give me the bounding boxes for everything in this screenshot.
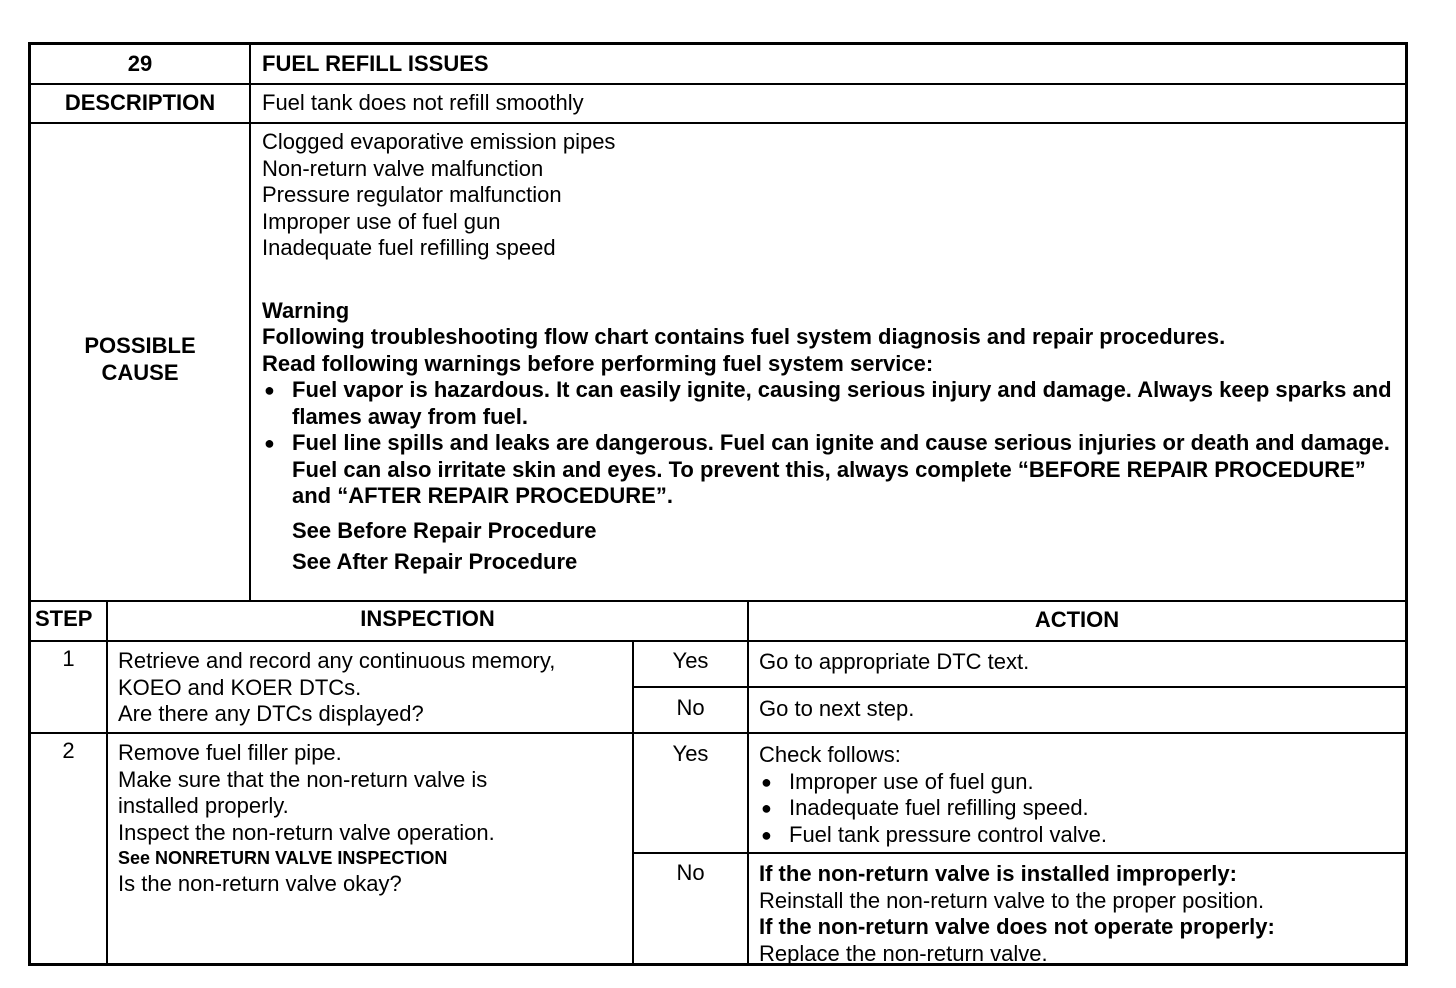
check-item: ● Fuel tank pressure control valve. xyxy=(759,822,1107,849)
col-action-header: ACTION xyxy=(1034,607,1120,632)
warning-bullet: ● Fuel vapor is hazardous. It can easily ignite, causing serious injury and damage. Always keep sparks and flames away from fuel. xyxy=(262,377,1397,430)
condition: If the non-return valve does not operate properly: xyxy=(759,914,1275,939)
procedure-links xyxy=(262,516,1397,578)
step-2-inspection: Remove fuel filler pipe. Make sure that the non-return valve is installed properly. Inspect the non-return valve operation. See NONRETURN VALVE INSPECTION Is the non-return valve okay? xyxy=(118,740,495,896)
cause-item: Clogged evaporative emission pipes xyxy=(262,129,616,154)
nonreturn-valve-inspection-link[interactable]: See NONRETURN VALVE INSPECTION xyxy=(118,848,448,868)
possible-cause-label: POSSIBLE CAUSE xyxy=(84,333,196,385)
warning-line: Read following warnings before performing fuel system service: xyxy=(262,350,934,376)
cause-item: Improper use of fuel gun xyxy=(262,208,501,234)
step-number: 2 xyxy=(62,738,75,763)
warning-bullet: ● Fuel line spills and leaks are dangerous. Fuel can ignite and cause serious injuries or death and damage. Fuel can also irritate skin and eyes. To prevent this, always complete “BEFORE REPAIR PROCEDURE” and “AFTER REPAIR PROCEDURE”. xyxy=(262,430,1397,510)
no-label: No xyxy=(676,860,705,885)
warning-bullets xyxy=(262,377,1397,510)
divider xyxy=(106,600,108,963)
cause-item: Inadequate fuel refilling speed xyxy=(262,235,556,260)
cause-item: Pressure regulator malfunction xyxy=(262,182,562,207)
after-repair-link[interactable]: See After Repair Procedure xyxy=(292,548,578,574)
divider xyxy=(31,600,1405,602)
step-2-yes-action: Check follows: ● Improper use of fuel gun. ● Inadequate fuel refilling speed. ● Fuel tank pressure control valve. xyxy=(759,742,1107,848)
troubleshooting-table xyxy=(28,42,1408,966)
cause-list xyxy=(262,129,1397,262)
possible-cause-content xyxy=(262,129,1397,578)
no-action: Go to next step. xyxy=(759,696,915,721)
description-label: DESCRIPTION xyxy=(64,90,216,115)
issue-title: FUEL REFILL ISSUES xyxy=(262,51,489,76)
step-number: 1 xyxy=(62,646,75,671)
divider xyxy=(249,45,251,600)
warning-block xyxy=(262,298,1397,510)
yes-label: Yes xyxy=(672,648,709,673)
step-1-inspection: Retrieve and record any continuous memory, KOEO and KOER DTCs. Are there any DTCs displayed? xyxy=(118,648,556,726)
divider xyxy=(31,122,1405,124)
yes-action: Go to appropriate DTC text. xyxy=(759,649,1030,674)
divider xyxy=(632,640,634,963)
no-label: No xyxy=(676,695,705,720)
check-item: ● Inadequate fuel refilling speed. xyxy=(759,795,1107,822)
cause-item: Non-return valve malfunction xyxy=(262,155,544,181)
check-list xyxy=(759,769,1107,849)
col-step-header: STEP xyxy=(35,606,93,631)
issue-number: 29 xyxy=(127,51,153,76)
divider xyxy=(31,640,1405,642)
description-text: Fuel tank does not refill smoothly xyxy=(262,90,584,115)
divider xyxy=(747,600,749,963)
check-item: ● Improper use of fuel gun. xyxy=(759,769,1107,796)
divider xyxy=(31,732,1405,734)
step-2-no-action: If the non-return valve is installed improperly: Reinstall the non-return valve to the proper position. If the non-return valve does not operate properly: Replace the non-return valve. xyxy=(759,861,1275,966)
condition: If the non-return valve is installed improperly: xyxy=(759,861,1237,886)
col-inspection-header: INSPECTION xyxy=(360,606,495,631)
warning-line: Following troubleshooting flow chart contains fuel system diagnosis and repair procedures. xyxy=(262,324,1226,349)
yes-label: Yes xyxy=(672,741,709,766)
before-repair-link[interactable]: See Before Repair Procedure xyxy=(292,517,597,543)
warning-title: Warning xyxy=(262,297,350,323)
divider xyxy=(31,83,1405,85)
